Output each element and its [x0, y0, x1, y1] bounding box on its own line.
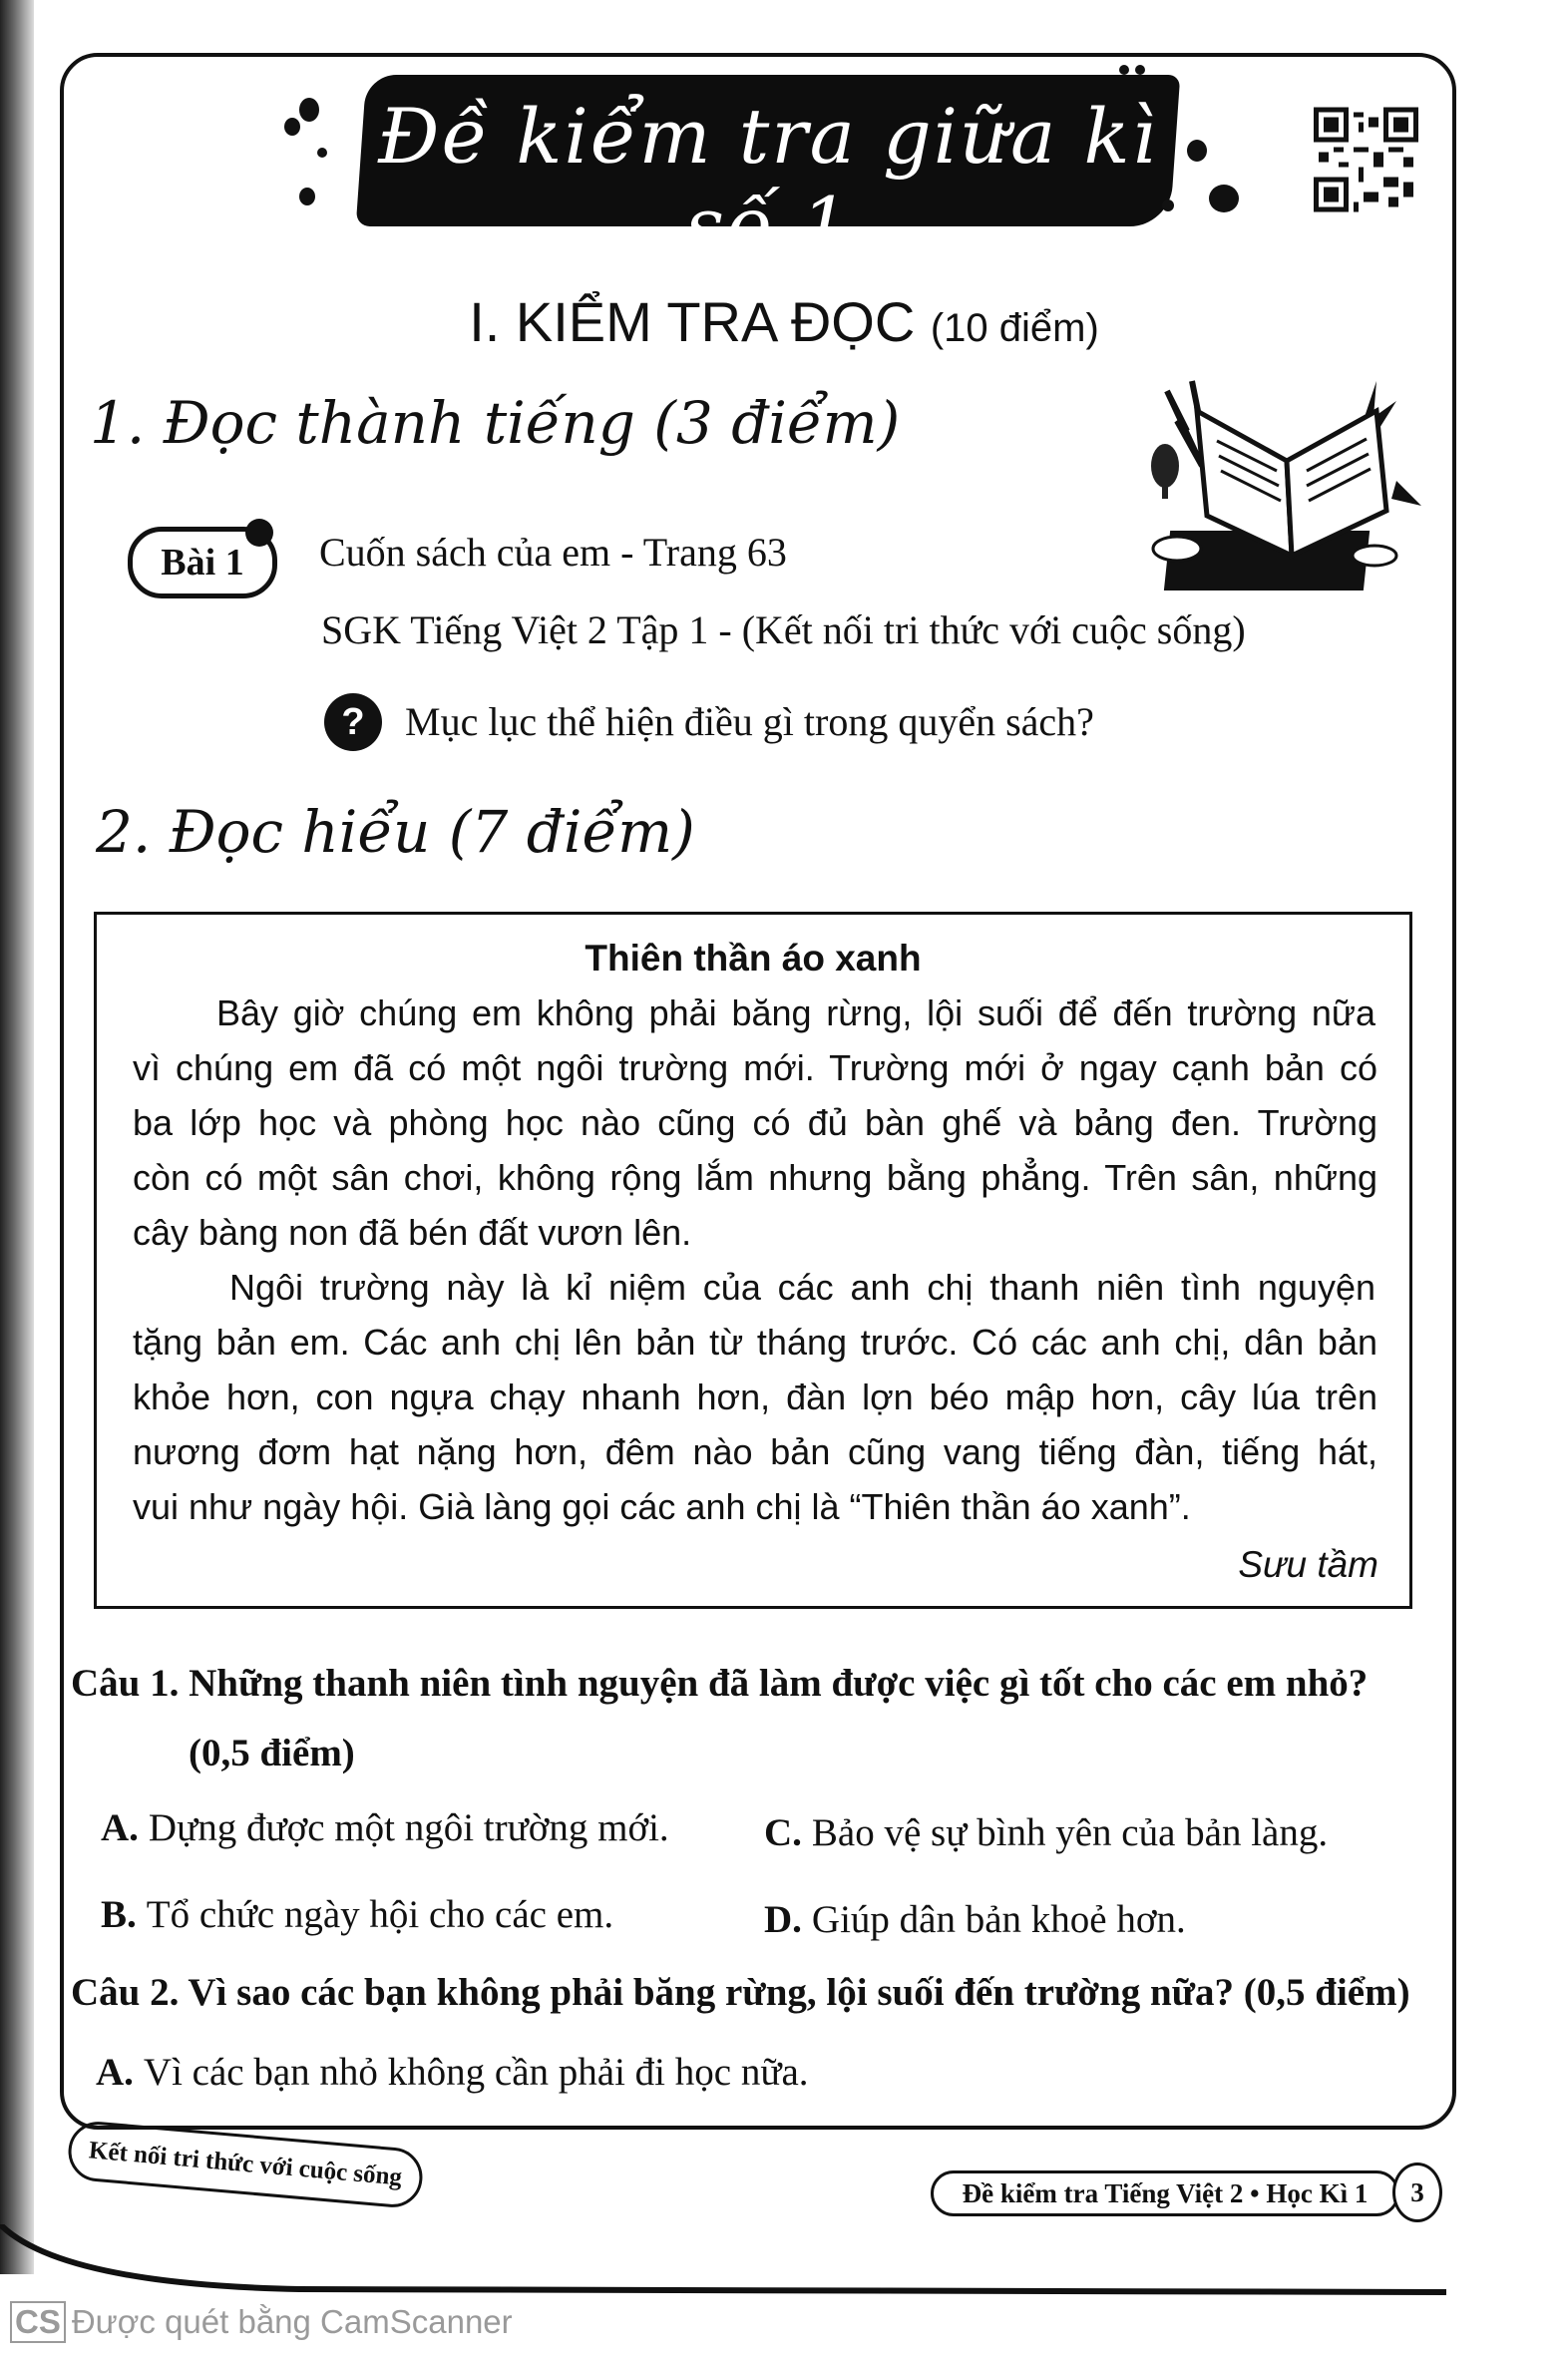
lesson-badge: Bài 1: [128, 527, 277, 598]
option-key: B.: [101, 1893, 137, 1936]
passage-line: vui như ngày hội. Già làng gọi các anh chị là “Thiên thần áo xanh”.: [133, 1486, 1191, 1527]
passage-line: nương đơm hạt nặng hơn, đêm nào bản cũng vang tiếng đàn, tiếng hát,: [133, 1431, 1377, 1472]
lesson-title: Cuốn sách của em - Trang 63: [319, 530, 787, 575]
option-text: Vì các bạn nhỏ không cần phải đi học nữa.: [143, 2051, 809, 2094]
passage-line: cây bàng non đã bén đất vươn lên.: [133, 1212, 692, 1253]
option-text: Dựng được một ngôi trường mới.: [148, 1806, 669, 1849]
question-2-label: Câu 2.: [71, 1971, 180, 2014]
option-text: Tổ chức ngày hội cho các em.: [146, 1893, 614, 1936]
passage-line: Ngôi trường này là kỉ niệm của các anh chị thanh niên tình nguyện: [229, 1267, 1375, 1308]
question-1-text: Những thanh niên tình nguyện đã làm được việc gì tốt cho các em nhỏ?: [189, 1662, 1369, 1705]
question-2-text: Vì sao các bạn không phải băng rừng, lội suối đến trường nữa? (0,5 điểm): [188, 1971, 1410, 2014]
option-key: A.: [101, 1806, 139, 1849]
option-key: D.: [764, 1898, 802, 1941]
ink-dot: [1209, 185, 1239, 212]
option-text: Giúp dân bản khoẻ hơn.: [811, 1898, 1186, 1941]
watermark-text: Được quét bằng CamScanner: [71, 2303, 513, 2340]
option-key: A.: [96, 2051, 134, 2094]
passage-line: khỏe hơn, con ngựa chạy nhanh hơn, đàn lợn béo mập hơn, cây lúa trên: [133, 1377, 1377, 1417]
passage-line: vì chúng em đã có một ngôi trường mới. Trường mới ở ngay cạnh bản có: [133, 1047, 1377, 1088]
reading-question: Mục lục thể hiện điều gì trong quyển sách?: [405, 699, 1094, 744]
question-1-option-c: [764, 1810, 1328, 1855]
question-icon: ?: [324, 693, 382, 751]
passage-title: Thiên thần áo xanh: [585, 938, 922, 979]
qr-code-icon: [1314, 106, 1418, 213]
ink-dot: [317, 148, 327, 158]
question-1-option-d: [764, 1897, 1186, 1942]
question-1-option-a: [101, 1805, 669, 1850]
exam-title: Đề kiểm tra giữa kì số 1: [378, 92, 1158, 269]
ink-dot: [1187, 140, 1207, 162]
option-text: Bảo vệ sự bình yên của bản làng.: [811, 1811, 1329, 1854]
section-title: [0, 289, 1568, 354]
question-1-option-b: [101, 1892, 613, 1937]
passage-source: Sưu tầm: [1238, 1544, 1378, 1585]
passage-line: tặng bản em. Các anh chị lên bản từ tháng trước. Có các anh chị, dân bản: [133, 1322, 1377, 1363]
book-title-label: Đề kiểm tra Tiếng Việt 2 • Học Kì 1: [931, 2170, 1399, 2216]
part1-heading: 1. Đọc thành tiếng (3 điểm): [90, 389, 901, 457]
question-1-points: (0,5 điểm): [189, 1732, 355, 1774]
series-label: Kết nối tri thức với cuộc sống: [66, 2120, 425, 2210]
question-1: [71, 1661, 1368, 1706]
camscanner-watermark: [10, 2301, 513, 2343]
passage-line: ba lớp học và phòng học nào cũng có đủ bàn ghế và bảng đen. Trường: [133, 1102, 1377, 1143]
part2-heading: 2. Đọc hiểu (7 điểm): [96, 798, 695, 866]
passage-line: Bây giờ chúng em không phải băng rừng, lội suối để đến trường nữa: [216, 992, 1375, 1033]
ink-dot: [299, 98, 319, 122]
ink-dot: [1119, 65, 1129, 75]
question-2-option-a: [96, 2050, 809, 2095]
ink-dot: [1135, 65, 1145, 75]
camscanner-logo: CS: [10, 2301, 66, 2343]
section-title-text: I. KIỂM TRA ĐỌC: [469, 290, 916, 353]
passage-line: còn có một sân chơi, không rộng lắm nhưng bằng phẳng. Trên sân, những: [133, 1157, 1377, 1198]
textbook-reference: SGK Tiếng Việt 2 Tập 1 - (Kết nối tri thức với cuộc sống): [321, 607, 1246, 652]
section-points: (10 điểm): [930, 306, 1099, 350]
page-number: 3: [1392, 2163, 1442, 2222]
badge-flower-icon: [245, 519, 273, 547]
option-key: C.: [764, 1811, 802, 1854]
ink-dot: [299, 188, 315, 205]
question-1-label: Câu 1.: [71, 1662, 180, 1705]
question-2: [71, 1970, 1410, 2015]
open-book-illustration: [1147, 371, 1426, 595]
ink-dot: [284, 118, 300, 136]
